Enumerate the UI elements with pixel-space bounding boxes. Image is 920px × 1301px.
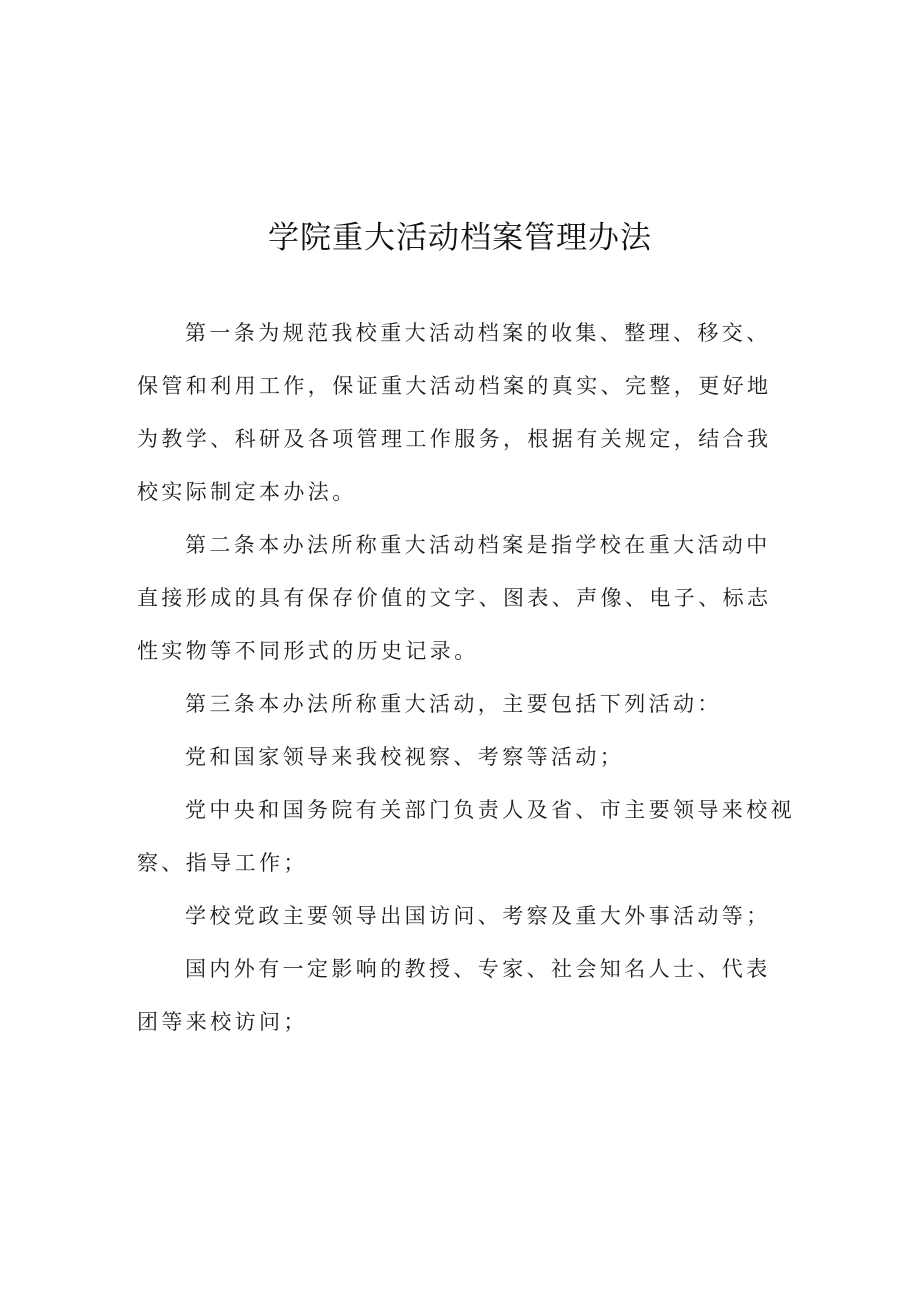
document-body <box>137 307 795 1049</box>
paragraph-article-1: 第一条为规范我校重大活动档案的收集、整理、移交、保管和利用工作，保证重大活动档案的真实、完整，更好地为教学、科研及各项管理工作服务，根据有关规定，结合我校实际制定本办法。 <box>137 321 772 504</box>
paragraph-article-3: 第三条本办法所称重大活动，主要包括下列活动： <box>185 692 722 716</box>
document-title: 学院重大活动档案管理办法 <box>268 220 652 256</box>
paragraph-article-2: 第二条本办法所称重大活动档案是指学校在重大活动中直接形成的具有保存价值的文字、图表、声像、电子、标志性实物等不同形式的历史记录。 <box>137 533 772 663</box>
paragraph-item-2: 党中央和国务院有关部门负责人及省、市主要领导来校视察、指导工作； <box>137 798 795 875</box>
paragraph-item-3: 学校党政主要领导出国访问、考察及重大外事活动等； <box>185 904 771 928</box>
paragraph-item-4: 国内外有一定影响的教授、专家、社会知名人士、代表团等来校访问； <box>137 957 771 1034</box>
paragraph-item-1: 党和国家领导来我校视察、考察等活动； <box>185 745 625 769</box>
